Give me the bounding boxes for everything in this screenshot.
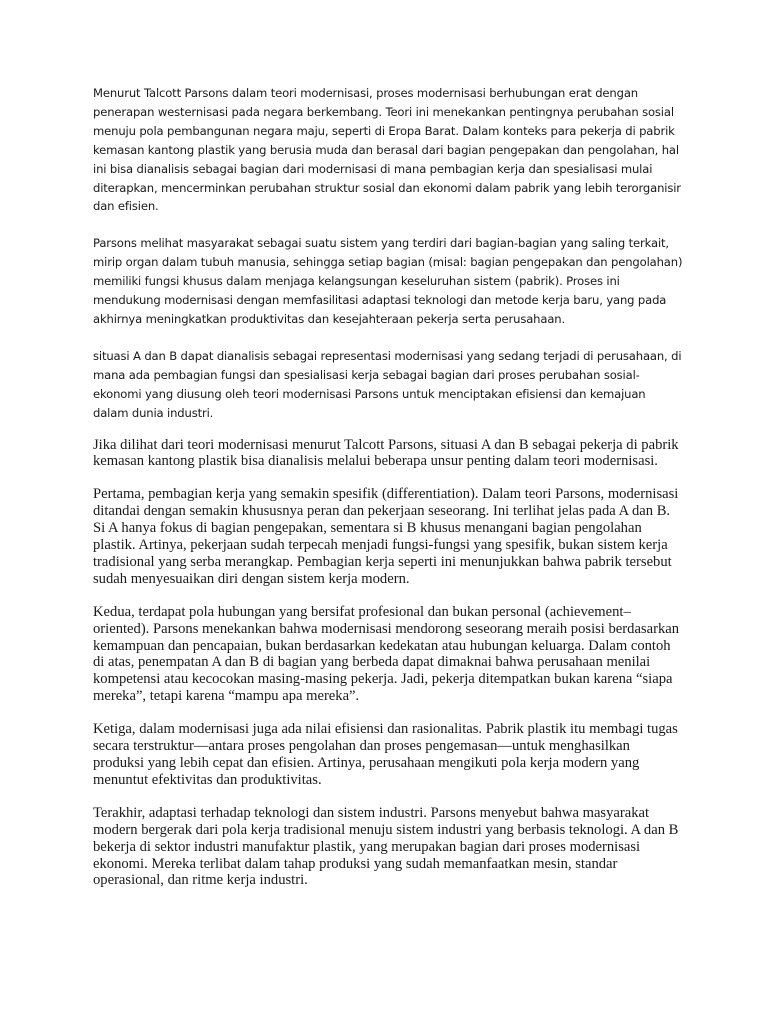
document-page bbox=[93, 84, 683, 889]
paragraph-kedua: Kedua, terdapat pola hubungan yang bersifat profesional dan bukan personal (achievement–oriented). Parsons menekankan bahwa modernisasi mendorong seseorang meraih posisi berdasarkan kemampuan dan pencapaian, bukan berdasarkan kedekatan atau hubungan keluarga. Dalam contoh di atas, penempatan A dan B di bagian yang berbeda dapat dimaknai bahwa perusahaan menilai kompetensi atau kecocokan masing-masing pekerja. Jadi, pekerja ditempatkan bukan karena “siapa mereka”, tetapi karena “mampu apa mereka”. bbox=[93, 603, 680, 705]
paragraph-ketiga: Ketiga, dalam modernisasi juga ada nilai efisiensi dan rasionalitas. Pabrik plastik itu membagi tugas secara terstruktur—antara proses pengolahan dan proses pengemasan—untuk menghasilkan produksi yang lebih cepat dan efisien. Artinya, perusahaan mengikuti pola kerja modern yang menuntut efektivitas dan produktivitas. bbox=[93, 721, 678, 788]
paragraph-situasi-ab: situasi A dan B dapat dianalisis sebagai representasi modernisasi yang sedang terjadi di perusahaan, di mana ada pembagian fungsi dan spesialisasi kerja sebagai bagian dari proses perubahan sosial-ekonomi yang diusung oleh teori modernisasi Parsons untuk menciptakan efisiensi dan kemajuan dalam dunia industri. bbox=[93, 348, 682, 420]
paragraph-terakhir: Terakhir, adaptasi terhadap teknologi dan sistem industri. Parsons menyebut bahwa masyarakat modern bergerak dari pola kerja tradisional menuju sistem industri yang berbasis teknologi. A dan B bekerja di sektor industri manufaktur plastik, yang merupakan bagian dari proses modernisasi ekonomi. Mereka terlibat dalam tahap produksi yang sudah memanfaatkan mesin, standar operasional, dan ritme kerja industri. bbox=[93, 804, 679, 889]
paragraph-pertama: Pertama, pembagian kerja yang semakin spesifik (differentiation). Dalam teori Parsons, modernisasi ditandai dengan semakin khususnya peran dan pekerjaan seseorang. Ini terlihat jelas pada A dan B. Si A hanya fokus di bagian pengepakan, sementara si B khusus menangani bagian pengolahan plastik. Artinya, pekerjaan sudah terpecah menjadi fungsi-fungsi yang spesifik, bukan sistem kerja tradisional yang serba merangkap. Pembagian kerja seperti ini menunjukkan bahwa pabrik tersebut sudah menyesuaikan diri dengan sistem kerja modern. bbox=[93, 486, 679, 587]
paragraph-parsons-westernisasi: Menurut Talcott Parsons dalam teori modernisasi, proses modernisasi berhubungan erat dengan penerapan westernisasi pada negara berkembang. Teori ini menekankan pentingnya perubahan sosial menuju pola pembangunan negara maju, seperti di Eropa Barat. Dalam konteks para pekerja di pabrik kemasan kantong plastik yang berusia muda dan berasal dari bagian pengepakan dan pengolahan, hal ini bisa dianalisis sebagai bagian dari modernisasi di mana pembagian kerja dan spesialisasi mulai diterapkan, mencerminkan perubahan struktur sosial dan ekonomi dalam pabrik yang lebih terorganisir dan efisien. bbox=[93, 86, 681, 214]
paragraph-intro-analisis: Jika dilihat dari teori modernisasi menurut Talcott Parsons, situasi A dan B sebagai pekerja di pabrik kemasan kantong plastik bisa dianalisis melalui beberapa unsur penting dalam teori modernisasi. bbox=[93, 436, 679, 470]
paragraph-parsons-sistem: Parsons melihat masyarakat sebagai suatu sistem yang terdiri dari bagian-bagian yang saling terkait, mirip organ dalam tubuh manusia, sehingga setiap bagian (misal: bagian pengepakan dan pengolahan) memiliki fungsi khusus dalam menjaga kelangsungan keseluruhan sistem (pabrik). Proses ini mendukung modernisasi dengan memfasilitasi adaptasi teknologi dan metode kerja baru, yang pada akhirnya meningkatkan produktivitas dan kesejahteraan pekerja serta perusahaan. bbox=[93, 236, 683, 326]
